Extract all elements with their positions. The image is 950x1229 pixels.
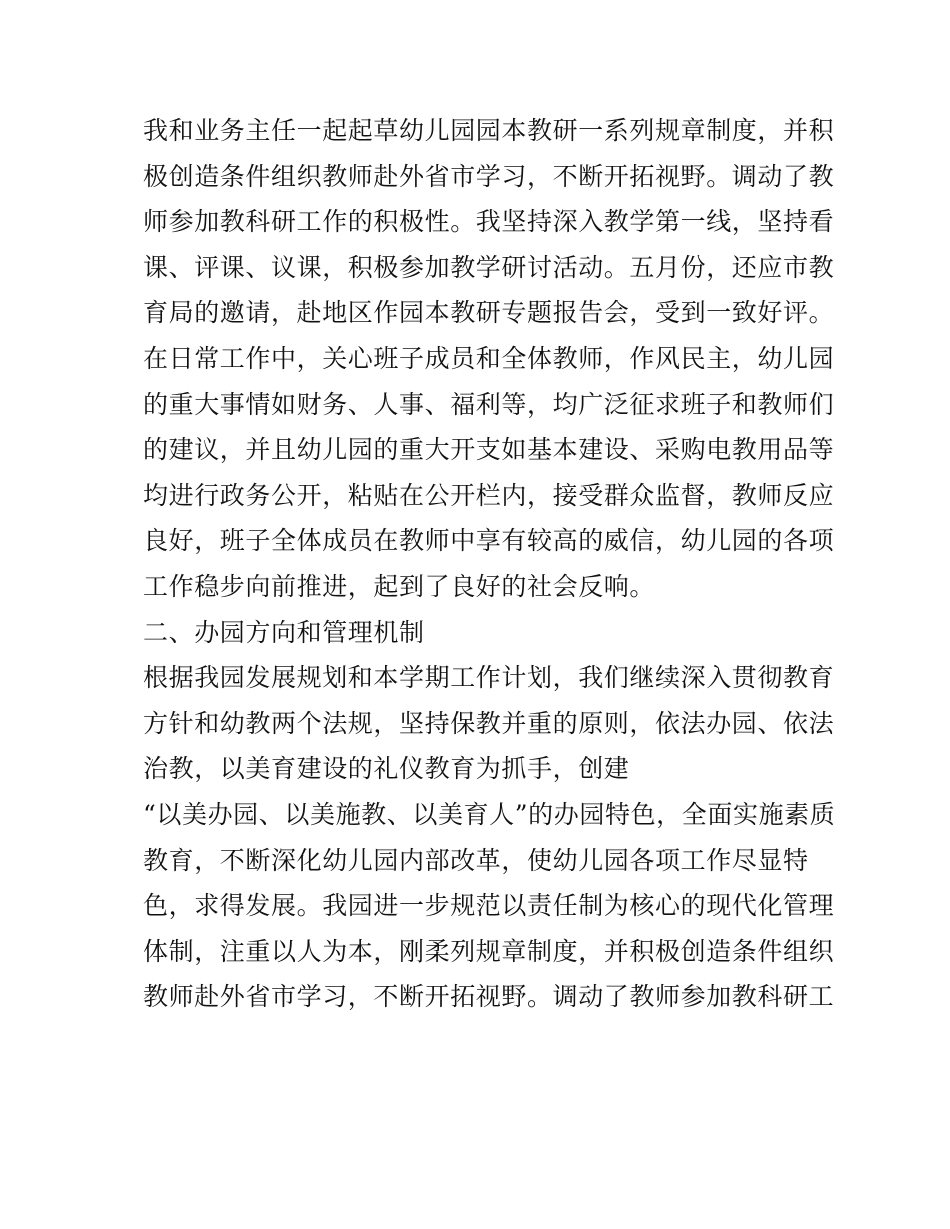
text-line: 方针和幼教两个法规，坚持保教并重的原则，依法办园、依法: [143, 708, 835, 738]
text-line: 治教，以美育建设的礼仪教育为抓手，创建: [143, 754, 630, 784]
text-line: 育局的邀请，赴地区作园本教研专题报告会，受到一致好评。: [143, 298, 835, 328]
text-line: 课、评课、议课，积极参加教学研讨活动。五月份，还应市教: [143, 252, 835, 282]
text-line: 色，求得发展。我园进一步规范以责任制为核心的现代化管理: [143, 891, 835, 921]
text-line: 良好，班子全体成员在教师中享有较高的威信，幼儿园的各项: [143, 526, 835, 556]
text-line: 师参加教科研工作的积极性。我坚持深入教学第一线，坚持看: [143, 207, 835, 237]
section-heading: 二、办园方向和管理机制: [143, 617, 425, 647]
text-line: 的重大事情如财务、人事、福利等，均广泛征求班子和教师们: [143, 389, 835, 419]
text-line: 教师赴外省市学习，不断开拓视野。调动了教师参加教科研工: [143, 982, 835, 1012]
text-line: 极创造条件组织教师赴外省市学习，不断开拓视野。调动了教: [143, 161, 835, 191]
text-line: 我和业务主任一起起草幼儿园园本教研一系列规章制度，并积: [143, 116, 835, 145]
text-line: 工作稳步向前推进，起到了良好的社会反响。: [143, 571, 656, 601]
text-line: 体制，注重以人为本，刚柔列规章制度，并积极创造条件组织: [143, 936, 835, 966]
text-line: 均进行政务公开，粘贴在公开栏内，接受群众监督，教师反应: [143, 480, 835, 510]
text-line: 在日常工作中，关心班子成员和全体教师，作风民主，幼儿园: [143, 343, 835, 373]
body-text: [143, 108, 836, 1020]
text-line: “以美办园、以美施教、以美育人”的办园特色，全面实施素质: [143, 799, 836, 829]
text-line: 的建议，并且幼儿园的重大开支如基本建设、采购电教用品等: [143, 435, 835, 465]
text-line: 教育，不断深化幼儿园内部改革，使幼儿园各项工作尽显特: [143, 845, 809, 875]
text-line: 根据我园发展规划和本学期工作计划，我们继续深入贯彻教育: [143, 663, 835, 693]
